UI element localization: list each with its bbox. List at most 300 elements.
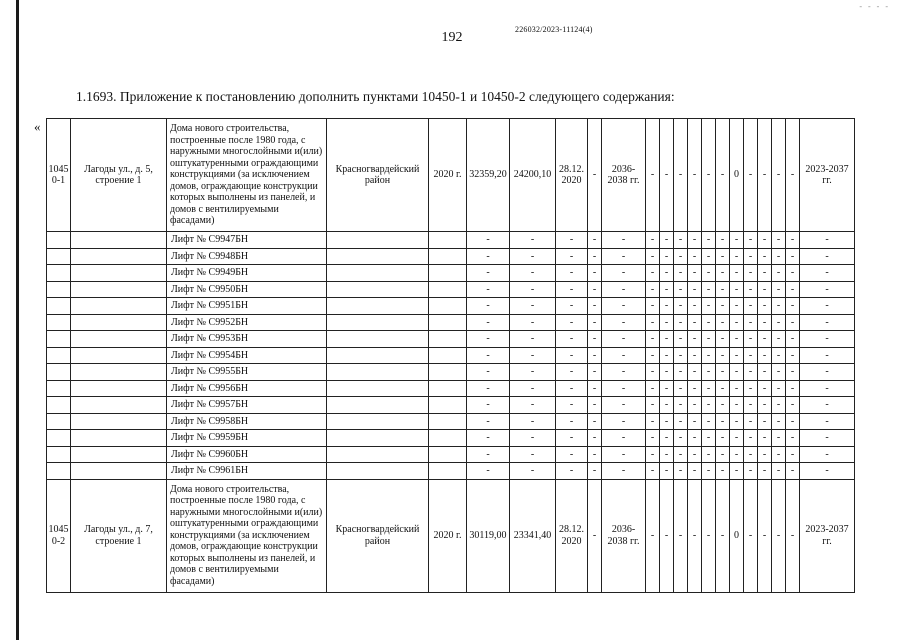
lift-dash: - [702, 463, 716, 480]
lift-dash: - [772, 298, 786, 315]
entry-number: 1045 0-1 [47, 119, 71, 232]
lift-dash: - [772, 364, 786, 381]
lift-name: Лифт № С9949БН [167, 265, 327, 282]
empty-cell [327, 364, 429, 381]
empty-cell [429, 281, 467, 298]
lift-name: Лифт № С9947БН [167, 232, 327, 249]
lift-dash: - [602, 364, 646, 381]
lift-name: Лифт № С9961БН [167, 463, 327, 480]
lift-dash: - [772, 446, 786, 463]
lift-dash: - [800, 232, 855, 249]
lift-dash: - [744, 446, 758, 463]
living-area: 23341,40 [510, 479, 556, 592]
lift-dash: - [688, 347, 702, 364]
empty-cell [429, 397, 467, 414]
empty-cell [327, 265, 429, 282]
lift-dash: - [660, 298, 674, 315]
lift-name: Лифт № С9954БН [167, 347, 327, 364]
lift-dash: - [772, 248, 786, 265]
empty-cell [71, 380, 167, 397]
lift-dash: - [800, 347, 855, 364]
lift-dash: - [800, 281, 855, 298]
empty-cell [71, 364, 167, 381]
building-type: Дома нового строительства, построенные после 1980 года, с наружными многослойными и(или) оштукатуренными ограждающими конструкциями (за исключением домов, ограждающие конструкции которых выполнены из панелей, и домов с вентилируемыми фасадами) [167, 479, 327, 592]
lift-dash: - [588, 298, 602, 315]
lift-dash: - [674, 446, 688, 463]
lift-dash: - [646, 364, 660, 381]
lift-dash: - [510, 281, 556, 298]
lift-dash: - [660, 413, 674, 430]
lift-row [47, 347, 855, 364]
lift-dash: - [660, 430, 674, 447]
lift-dash: - [730, 430, 744, 447]
lift-dash: - [556, 347, 588, 364]
lift-dash: - [556, 446, 588, 463]
lift-dash: - [716, 446, 730, 463]
empty-cell [47, 281, 71, 298]
empty-cell [327, 331, 429, 348]
lift-dash: - [660, 364, 674, 381]
district: Красногвардейский район [327, 119, 429, 232]
work-flag: - [702, 479, 716, 592]
lift-dash: - [646, 298, 660, 315]
entry-number: 1045 0-2 [47, 479, 71, 592]
empty-cell [71, 298, 167, 315]
lift-dash: - [556, 314, 588, 331]
lift-dash: - [730, 281, 744, 298]
lift-dash: - [646, 446, 660, 463]
lift-dash: - [702, 380, 716, 397]
lift-dash: - [744, 430, 758, 447]
lift-dash: - [730, 265, 744, 282]
lift-dash: - [660, 446, 674, 463]
lift-dash: - [510, 298, 556, 315]
lift-dash: - [467, 232, 510, 249]
lift-dash: - [674, 430, 688, 447]
lift-dash: - [467, 331, 510, 348]
lift-dash: - [758, 281, 772, 298]
lift-dash: - [702, 331, 716, 348]
lift-dash: - [786, 331, 800, 348]
lift-row [47, 446, 855, 463]
lift-dash: - [716, 364, 730, 381]
lift-dash: - [556, 331, 588, 348]
lift-dash: - [786, 248, 800, 265]
work-flag: 0 [730, 119, 744, 232]
lift-dash: - [467, 463, 510, 480]
empty-cell [71, 446, 167, 463]
lift-dash: - [602, 265, 646, 282]
work-flag: - [758, 119, 772, 232]
overhaul-period: 2036- 2038 гг. [602, 479, 646, 592]
lift-name: Лифт № С9957БН [167, 397, 327, 414]
lift-dash: - [786, 232, 800, 249]
lift-dash: - [660, 347, 674, 364]
lift-dash: - [716, 331, 730, 348]
lift-dash: - [646, 397, 660, 414]
lift-dash: - [674, 265, 688, 282]
district: Красногвардейский район [327, 479, 429, 592]
lift-dash: - [674, 364, 688, 381]
lift-row [47, 265, 855, 282]
empty-cell [71, 331, 167, 348]
total-area: 30119,00 [467, 479, 510, 592]
lift-dash: - [510, 413, 556, 430]
empty-cell [71, 265, 167, 282]
empty-cell [47, 463, 71, 480]
empty-cell [429, 347, 467, 364]
lift-dash: - [660, 281, 674, 298]
total-area: 32359,20 [467, 119, 510, 232]
lift-name: Лифт № С9952БН [167, 314, 327, 331]
empty-cell [429, 232, 467, 249]
work-flag: - [646, 119, 660, 232]
dash-cell: - [588, 119, 602, 232]
lift-dash: - [588, 430, 602, 447]
lift-dash: - [556, 298, 588, 315]
commission-date: 28.12. 2020 [556, 479, 588, 592]
lift-dash: - [646, 248, 660, 265]
lift-dash: - [744, 463, 758, 480]
lift-dash: - [510, 248, 556, 265]
lift-dash: - [716, 298, 730, 315]
lift-dash: - [467, 397, 510, 414]
lift-dash: - [556, 430, 588, 447]
lift-dash: - [467, 248, 510, 265]
lift-dash: - [688, 331, 702, 348]
lift-dash: - [602, 397, 646, 414]
lift-dash: - [730, 364, 744, 381]
lift-dash: - [688, 463, 702, 480]
empty-cell [327, 446, 429, 463]
empty-cell [327, 232, 429, 249]
lift-dash: - [772, 265, 786, 282]
lift-dash: - [646, 413, 660, 430]
empty-cell [327, 430, 429, 447]
overhaul-period: 2036- 2038 гг. [602, 119, 646, 232]
empty-cell [47, 265, 71, 282]
lift-dash: - [786, 380, 800, 397]
lift-dash: - [688, 364, 702, 381]
lift-dash: - [510, 446, 556, 463]
lift-dash: - [772, 397, 786, 414]
lift-name: Лифт № С9955БН [167, 364, 327, 381]
lift-dash: - [674, 314, 688, 331]
dash-cell: - [588, 479, 602, 592]
lift-dash: - [674, 281, 688, 298]
lift-dash: - [786, 281, 800, 298]
empty-cell [71, 281, 167, 298]
lift-dash: - [688, 232, 702, 249]
lift-dash: - [646, 430, 660, 447]
lift-dash: - [556, 232, 588, 249]
lift-dash: - [602, 463, 646, 480]
lift-dash: - [772, 430, 786, 447]
lift-dash: - [758, 397, 772, 414]
empty-cell [327, 347, 429, 364]
lift-dash: - [467, 265, 510, 282]
build-year: 2020 г. [429, 119, 467, 232]
lift-dash: - [716, 314, 730, 331]
lift-dash: - [786, 446, 800, 463]
lift-dash: - [758, 248, 772, 265]
lift-dash: - [510, 463, 556, 480]
work-flag: - [702, 119, 716, 232]
lift-dash: - [467, 430, 510, 447]
lift-dash: - [556, 463, 588, 480]
lift-dash: - [602, 347, 646, 364]
lift-dash: - [674, 397, 688, 414]
empty-cell [47, 380, 71, 397]
lift-dash: - [730, 314, 744, 331]
lift-dash: - [786, 397, 800, 414]
lift-dash: - [786, 413, 800, 430]
work-flag: 0 [730, 479, 744, 592]
lift-row [47, 397, 855, 414]
lift-row [47, 281, 855, 298]
lift-row [47, 364, 855, 381]
lift-dash: - [772, 314, 786, 331]
empty-cell [47, 314, 71, 331]
empty-cell [429, 248, 467, 265]
lift-dash: - [467, 314, 510, 331]
empty-cell [429, 364, 467, 381]
lift-dash: - [602, 281, 646, 298]
lift-dash: - [646, 463, 660, 480]
lift-dash: - [716, 397, 730, 414]
lift-dash: - [716, 413, 730, 430]
lift-dash: - [646, 380, 660, 397]
empty-cell [327, 397, 429, 414]
lift-dash: - [510, 430, 556, 447]
lift-dash: - [660, 380, 674, 397]
lift-dash: - [758, 463, 772, 480]
page-number: 192 [441, 30, 463, 45]
empty-cell [71, 463, 167, 480]
lift-dash: - [772, 413, 786, 430]
lift-dash: - [786, 265, 800, 282]
lift-dash: - [660, 397, 674, 414]
lift-dash: - [744, 281, 758, 298]
work-flag: - [744, 479, 758, 592]
lift-dash: - [588, 347, 602, 364]
planned-term: 2023-2037 гг. [800, 479, 855, 592]
building-row [47, 479, 855, 592]
lift-dash: - [602, 446, 646, 463]
lift-dash: - [646, 331, 660, 348]
lift-row [47, 232, 855, 249]
lift-dash: - [588, 232, 602, 249]
lift-dash: - [510, 380, 556, 397]
lift-dash: - [702, 364, 716, 381]
lift-dash: - [730, 248, 744, 265]
lift-dash: - [702, 397, 716, 414]
work-flag: - [674, 119, 688, 232]
lift-dash: - [730, 232, 744, 249]
lift-dash: - [588, 413, 602, 430]
lift-dash: - [688, 281, 702, 298]
work-flag: - [716, 119, 730, 232]
lift-dash: - [646, 314, 660, 331]
lift-dash: - [660, 265, 674, 282]
work-flag: - [786, 479, 800, 592]
lift-dash: - [588, 364, 602, 381]
lift-name: Лифт № С9958БН [167, 413, 327, 430]
empty-cell [47, 446, 71, 463]
empty-cell [429, 331, 467, 348]
empty-cell [71, 314, 167, 331]
lift-row [47, 430, 855, 447]
lift-row [47, 314, 855, 331]
lift-dash: - [744, 413, 758, 430]
lift-dash: - [800, 397, 855, 414]
empty-cell [47, 232, 71, 249]
empty-cell [47, 347, 71, 364]
empty-cell [327, 314, 429, 331]
lift-dash: - [702, 413, 716, 430]
lift-dash: - [646, 281, 660, 298]
lift-dash: - [800, 380, 855, 397]
lift-dash: - [758, 347, 772, 364]
work-flag: - [716, 479, 730, 592]
lift-dash: - [556, 265, 588, 282]
building-address: Лагоды ул., д. 5, строение 1 [71, 119, 167, 232]
work-flag: - [688, 119, 702, 232]
lift-dash: - [602, 298, 646, 315]
work-flag: - [772, 479, 786, 592]
work-flag: - [744, 119, 758, 232]
lift-dash: - [730, 380, 744, 397]
lift-dash: - [602, 430, 646, 447]
lift-dash: - [588, 265, 602, 282]
lift-dash: - [800, 463, 855, 480]
empty-cell [327, 248, 429, 265]
lift-dash: - [602, 248, 646, 265]
empty-cell [429, 265, 467, 282]
lift-dash: - [674, 380, 688, 397]
lift-dash: - [800, 265, 855, 282]
lift-dash: - [730, 331, 744, 348]
lift-dash: - [467, 446, 510, 463]
lift-dash: - [467, 298, 510, 315]
empty-cell [429, 413, 467, 430]
empty-cell [47, 298, 71, 315]
lift-dash: - [716, 232, 730, 249]
lift-dash: - [702, 265, 716, 282]
lift-dash: - [688, 265, 702, 282]
lift-dash: - [467, 364, 510, 381]
empty-cell [71, 397, 167, 414]
lift-dash: - [800, 413, 855, 430]
empty-cell [47, 413, 71, 430]
lift-dash: - [510, 347, 556, 364]
lift-dash: - [800, 364, 855, 381]
empty-cell [327, 463, 429, 480]
lift-dash: - [556, 413, 588, 430]
empty-cell [47, 331, 71, 348]
lift-dash: - [588, 463, 602, 480]
lift-dash: - [467, 281, 510, 298]
lift-dash: - [688, 298, 702, 315]
lift-dash: - [602, 331, 646, 348]
lift-dash: - [588, 397, 602, 414]
lift-dash: - [660, 463, 674, 480]
lift-dash: - [674, 463, 688, 480]
lift-dash: - [772, 331, 786, 348]
lift-dash: - [758, 232, 772, 249]
lift-dash: - [674, 347, 688, 364]
commission-date: 28.12. 2020 [556, 119, 588, 232]
lift-dash: - [730, 446, 744, 463]
lift-dash: - [588, 314, 602, 331]
lift-dash: - [588, 446, 602, 463]
lift-dash: - [786, 298, 800, 315]
lift-dash: - [674, 232, 688, 249]
empty-cell [71, 232, 167, 249]
lift-name: Лифт № С9956БН [167, 380, 327, 397]
empty-cell [47, 248, 71, 265]
lift-dash: - [510, 331, 556, 348]
empty-cell [71, 413, 167, 430]
lift-dash: - [510, 314, 556, 331]
building-type: Дома нового строительства, построенные после 1980 года, с наружными многослойными и(или) оштукатуренными ограждающими конструкциями (за исключением домов, ограждающие конструкции которых выполнены из панелей, и домов с вентилируемыми фасадами) [167, 119, 327, 232]
lift-dash: - [800, 430, 855, 447]
lift-dash: - [716, 281, 730, 298]
lift-dash: - [688, 248, 702, 265]
lift-dash: - [646, 265, 660, 282]
lift-dash: - [786, 430, 800, 447]
lift-dash: - [688, 430, 702, 447]
lift-dash: - [674, 413, 688, 430]
lift-dash: - [744, 298, 758, 315]
lift-name: Лифт № С9948БН [167, 248, 327, 265]
lift-dash: - [688, 314, 702, 331]
lift-dash: - [786, 364, 800, 381]
work-flag: - [758, 479, 772, 592]
empty-cell [429, 380, 467, 397]
lift-name: Лифт № С9960БН [167, 446, 327, 463]
lift-dash: - [716, 248, 730, 265]
lift-dash: - [688, 413, 702, 430]
lift-dash: - [758, 298, 772, 315]
section-heading: 1.1693. Приложение к постановлению дополнить пунктами 10450-1 и 10450-2 следующего содержания: [76, 89, 675, 104]
lift-dash: - [660, 331, 674, 348]
work-flag: - [772, 119, 786, 232]
lift-dash: - [800, 331, 855, 348]
lift-name: Лифт № С9959БН [167, 430, 327, 447]
work-flag: - [646, 479, 660, 592]
lift-dash: - [800, 298, 855, 315]
lift-dash: - [602, 314, 646, 331]
lift-dash: - [800, 248, 855, 265]
lift-dash: - [744, 314, 758, 331]
work-flag: - [674, 479, 688, 592]
lift-dash: - [674, 298, 688, 315]
lift-row [47, 331, 855, 348]
lift-dash: - [467, 413, 510, 430]
lift-dash: - [730, 413, 744, 430]
lift-row [47, 298, 855, 315]
work-flag: - [660, 479, 674, 592]
lift-dash: - [744, 331, 758, 348]
lift-dash: - [758, 446, 772, 463]
lift-dash: - [730, 397, 744, 414]
empty-cell [429, 430, 467, 447]
lift-dash: - [744, 248, 758, 265]
lift-dash: - [510, 265, 556, 282]
lift-dash: - [744, 265, 758, 282]
lift-dash: - [602, 380, 646, 397]
